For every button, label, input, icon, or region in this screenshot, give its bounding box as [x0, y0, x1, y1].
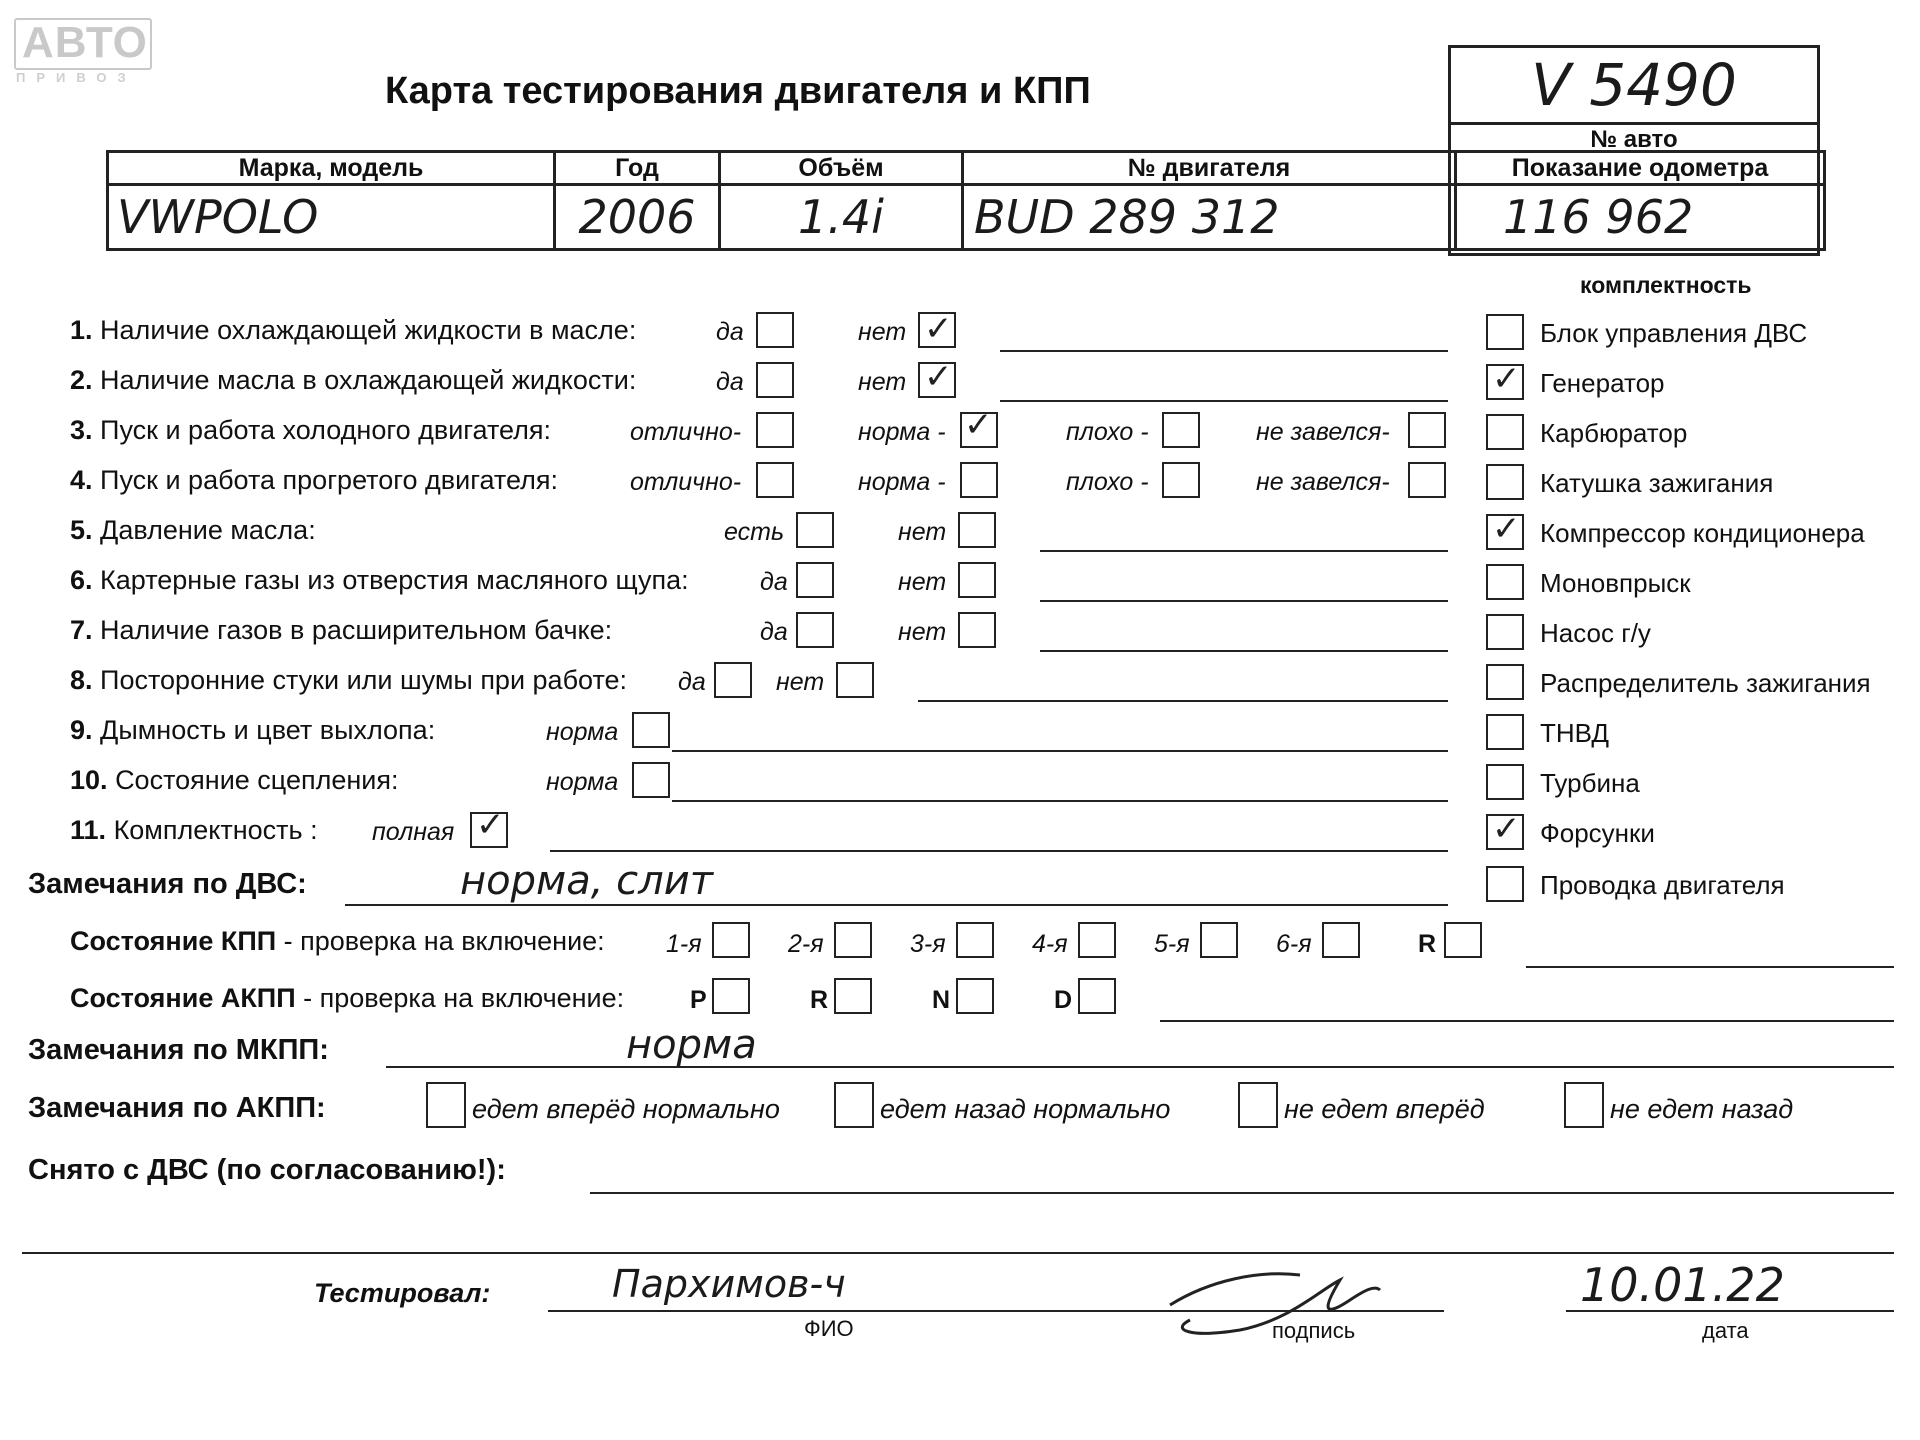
- value-odometer: 116 962: [1456, 185, 1825, 250]
- akpp-forward-ok-checkbox[interactable]: [426, 1082, 466, 1128]
- comp-checkbox-mono-injection[interactable]: [1486, 564, 1524, 600]
- akpp-gear-d-label: D: [1054, 986, 1073, 1014]
- kpp-checkbox-3[interactable]: [956, 922, 994, 958]
- col-volume: Объём: [720, 152, 963, 185]
- comp-label-injectors: Форсунки: [1540, 818, 1655, 848]
- opt-bad-label: плохо -: [1066, 418, 1149, 446]
- comp-label-injection-pump: ТНВД: [1540, 718, 1610, 748]
- logo: [14, 18, 148, 68]
- check-row: 9. Дымность и цвет выхлопа:: [70, 715, 436, 745]
- opt-normal-label: норма -: [858, 468, 946, 496]
- removed-line: [590, 1192, 1894, 1194]
- akpp-checkbox-d[interactable]: [1078, 978, 1116, 1014]
- opt-no-label: нет: [898, 618, 947, 646]
- check-row: 4. Пуск и работа прогретого двигателя:: [70, 465, 558, 495]
- comp-label-ac-compressor: Компрессор кондиционера: [1540, 518, 1865, 548]
- opt-excellent-label: отлично-: [630, 468, 742, 496]
- opt-no-label: нет: [898, 568, 947, 596]
- akpp-note-line: [1160, 1020, 1894, 1022]
- comp-checkbox-wiring[interactable]: [1486, 866, 1524, 902]
- completeness-title: комплектность: [1580, 272, 1752, 298]
- kpp-checkbox-6[interactable]: [1322, 922, 1360, 958]
- kpp-checkbox-r[interactable]: [1444, 922, 1482, 958]
- akpp-no-reverse-checkbox[interactable]: [1564, 1082, 1604, 1128]
- page-title: Карта тестирования двигателя и КПП: [385, 70, 1091, 112]
- kpp-label: Состояние КПП - проверка на включение:: [70, 926, 605, 956]
- opt-normal-label: норма -: [858, 418, 946, 446]
- check-row: 7. Наличие газов в расширительном бачке:: [70, 615, 613, 645]
- opt-nostart-label: не завелся-: [1256, 418, 1390, 446]
- tester-name: Пархимов-ч: [612, 1262, 846, 1306]
- note-line: [550, 850, 1448, 852]
- check-row: 1. Наличие охлаждающей жидкости в масле:: [70, 315, 637, 345]
- akpp-no-forward-checkbox[interactable]: [1238, 1082, 1278, 1128]
- comp-label-ecu: Блок управления ДВС: [1540, 318, 1808, 348]
- akpp-label: Состояние АКПП - проверка на включение:: [70, 983, 625, 1013]
- opt-no-label: нет: [858, 318, 907, 346]
- comp-label-turbo: Турбина: [1540, 768, 1640, 798]
- checkbox-8-no[interactable]: [836, 662, 874, 698]
- comp-label-ps-pump: Насос г/у: [1540, 618, 1651, 648]
- checkbox-3-bad[interactable]: [1162, 412, 1200, 448]
- value-volume: 1.4i: [720, 185, 963, 250]
- remarks-mkpp-label: Замечания по МКПП:: [28, 1034, 329, 1066]
- check-mark-icon: ✓: [1492, 809, 1521, 849]
- check-mark-icon: ✓: [1492, 359, 1521, 399]
- opt-no-label: нет: [898, 518, 947, 546]
- checkbox-3-nostart[interactable]: [1408, 412, 1446, 448]
- kpp-checkbox-2[interactable]: [834, 922, 872, 958]
- akpp-checkbox-p[interactable]: [712, 978, 750, 1014]
- signature-label: подпись: [1272, 1318, 1356, 1343]
- tested-label: Тестировал:: [314, 1278, 491, 1308]
- check-row: 10. Состояние сцепления:: [70, 765, 399, 795]
- auto-number-value: V 5490: [1451, 48, 1817, 125]
- akpp-reverse-ok-label: едет назад нормально: [880, 1094, 1171, 1124]
- check-mark-icon: ✓: [924, 309, 953, 349]
- checkbox-5-no[interactable]: [958, 512, 996, 548]
- kpp-gear-6-label: 6-я: [1276, 930, 1312, 958]
- logo-sub: ПРИВОЗ: [16, 70, 137, 85]
- remarks-dvs-label: Замечания по ДВС:: [28, 868, 307, 900]
- checkbox-1-yes[interactable]: [756, 312, 794, 348]
- comp-label-mono-injection: Моновпрыск: [1540, 568, 1691, 598]
- opt-full-label: полная: [372, 818, 455, 846]
- checkbox-6-yes[interactable]: [796, 562, 834, 598]
- remarks-mkpp-value: норма: [626, 1022, 757, 1068]
- checkbox-5-present[interactable]: [796, 512, 834, 548]
- opt-yes-label: да: [716, 368, 744, 396]
- checkbox-9-norm[interactable]: [632, 712, 670, 748]
- checkbox-10-norm[interactable]: [632, 762, 670, 798]
- checkbox-4-excellent[interactable]: [756, 462, 794, 498]
- value-engine-no: BUD 289 312: [963, 185, 1456, 250]
- vehicle-table: [106, 150, 1826, 251]
- logo-main: АВТО: [22, 18, 148, 67]
- note-line: [1000, 400, 1448, 402]
- value-make-model: VWPOLO: [108, 185, 555, 250]
- opt-yes-label: да: [678, 668, 706, 696]
- note-line: [1040, 650, 1448, 652]
- checkbox-7-yes[interactable]: [796, 612, 834, 648]
- check-mark-icon: ✓: [476, 805, 505, 845]
- akpp-no-forward-label: не едет вперёд: [1284, 1094, 1485, 1124]
- checkbox-8-yes[interactable]: [714, 662, 752, 698]
- akpp-gear-r-label: R: [810, 986, 829, 1014]
- checkbox-3-excellent[interactable]: [756, 412, 794, 448]
- note-line: [1040, 550, 1448, 552]
- checkbox-6-no[interactable]: [958, 562, 996, 598]
- removed-label: Снято с ДВС (по согласованию!):: [28, 1154, 506, 1186]
- check-row: 2. Наличие масла в охлаждающей жидкости:: [70, 365, 637, 395]
- comp-label-distributor: Распределитель зажигания: [1540, 668, 1871, 698]
- opt-norm-label: норма: [546, 768, 619, 796]
- opt-nostart-label: не завелся-: [1256, 468, 1390, 496]
- akpp-checkbox-r[interactable]: [834, 978, 872, 1014]
- comp-label-wiring: Проводка двигателя: [1540, 870, 1785, 900]
- opt-present-label: есть: [724, 518, 785, 546]
- check-row: 6. Картерные газы из отверстия масляного щупа:: [70, 565, 689, 595]
- akpp-reverse-ok-checkbox[interactable]: [834, 1082, 874, 1128]
- note-line: [918, 700, 1448, 702]
- comp-checkbox-turbo[interactable]: [1486, 764, 1524, 800]
- comp-checkbox-ecu[interactable]: [1486, 314, 1524, 350]
- comp-label-carburetor: Карбюратор: [1540, 418, 1688, 448]
- check-row: 11. Комплектность :: [70, 815, 318, 845]
- opt-yes-label: да: [760, 618, 788, 646]
- checkbox-4-bad[interactable]: [1162, 462, 1200, 498]
- akpp-gear-p-label: P: [690, 986, 707, 1014]
- col-year: Год: [555, 152, 720, 185]
- value-year: 2006: [555, 185, 720, 250]
- kpp-gear-r-label: R: [1418, 930, 1437, 958]
- col-engine-no: № двигателя: [963, 152, 1456, 185]
- kpp-checkbox-1[interactable]: [712, 922, 750, 958]
- kpp-checkbox-5[interactable]: [1200, 922, 1238, 958]
- col-make-model: Марка, модель: [108, 152, 555, 185]
- check-mark-icon: ✓: [1492, 509, 1521, 549]
- note-line: [1040, 600, 1448, 602]
- note-line: [1000, 350, 1448, 352]
- akpp-no-reverse-label: не едет назад: [1610, 1094, 1794, 1124]
- kpp-checkbox-4[interactable]: [1078, 922, 1116, 958]
- akpp-gear-n-label: N: [932, 986, 951, 1014]
- comp-checkbox-carburetor[interactable]: [1486, 414, 1524, 450]
- akpp-checkbox-n[interactable]: [956, 978, 994, 1014]
- checkbox-7-no[interactable]: [958, 612, 996, 648]
- comp-checkbox-distributor[interactable]: [1486, 664, 1524, 700]
- kpp-gear-1-label: 1-я: [666, 930, 702, 958]
- opt-no-label: нет: [858, 368, 907, 396]
- auto-number-label: № авто: [1590, 126, 1678, 153]
- kpp-note-line: [1526, 966, 1894, 968]
- opt-bad-label: плохо -: [1066, 468, 1149, 496]
- remarks-dvs-line: [345, 904, 1448, 906]
- akpp-forward-ok-label: едет вперёд нормально: [472, 1094, 780, 1124]
- kpp-gear-2-label: 2-я: [788, 930, 824, 958]
- kpp-gear-5-label: 5-я: [1154, 930, 1190, 958]
- kpp-gear-3-label: 3-я: [910, 930, 946, 958]
- comp-label-generator: Генератор: [1540, 368, 1665, 398]
- comp-checkbox-injection-pump[interactable]: [1486, 714, 1524, 750]
- opt-no-label: нет: [776, 668, 825, 696]
- remarks-akpp-label: Замечания по АКПП:: [28, 1092, 326, 1124]
- check-row: 8. Посторонние стуки или шумы при работе:: [70, 665, 628, 695]
- checkbox-4-normal[interactable]: [960, 462, 998, 498]
- opt-yes-label: да: [716, 318, 744, 346]
- separator-line: [22, 1252, 1894, 1254]
- date-label: дата: [1702, 1318, 1749, 1343]
- check-row: 5. Давление масла:: [70, 515, 316, 545]
- comp-checkbox-ps-pump[interactable]: [1486, 614, 1524, 650]
- fio-label: ФИО: [804, 1316, 854, 1341]
- checkbox-2-yes[interactable]: [756, 362, 794, 398]
- opt-yes-label: да: [760, 568, 788, 596]
- checkbox-4-nostart[interactable]: [1408, 462, 1446, 498]
- test-date: 10.01.22: [1580, 1258, 1785, 1312]
- remarks-dvs-value: норма, слит: [460, 858, 713, 904]
- col-odometer: Показание одометра: [1456, 152, 1825, 185]
- check-mark-icon: ✓: [924, 357, 953, 397]
- comp-checkbox-ignition-coil[interactable]: [1486, 464, 1524, 500]
- remarks-mkpp-line: [386, 1066, 1894, 1068]
- note-line: [672, 800, 1448, 802]
- check-mark-icon: ✓: [964, 405, 993, 445]
- kpp-gear-4-label: 4-я: [1032, 930, 1068, 958]
- opt-norm-label: норма: [546, 718, 619, 746]
- opt-excellent-label: отлично-: [630, 418, 742, 446]
- check-row: 3. Пуск и работа холодного двигателя:: [70, 415, 552, 445]
- comp-label-ignition-coil: Катушка зажигания: [1540, 468, 1774, 498]
- note-line: [672, 750, 1448, 752]
